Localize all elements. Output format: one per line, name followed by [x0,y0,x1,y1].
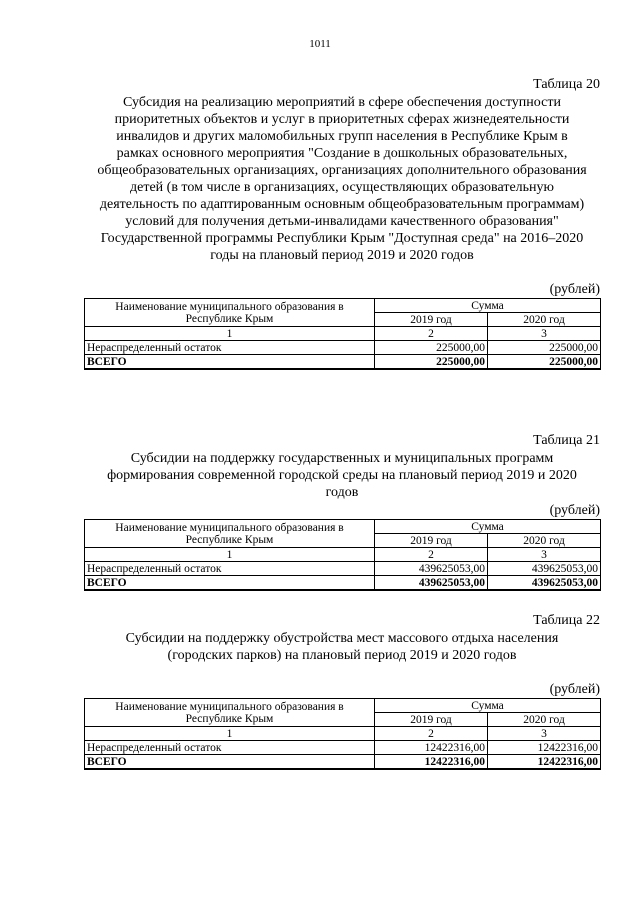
total-value-2019: 439625053,00 [375,576,488,591]
total-name: ВСЕГО [85,755,375,770]
row-value-2019: 12422316,00 [375,741,488,755]
table-row [85,562,601,576]
header-year-2019: 2019 год [375,313,488,327]
table-label: Таблица 22 [533,613,600,628]
data-table [84,298,601,370]
col-num-1: 1 [85,548,375,562]
col-num-2: 2 [375,327,488,341]
total-row [85,755,601,770]
row-name: Нераспределенный остаток [85,741,375,755]
total-row [85,576,601,591]
data-table [84,519,601,591]
table-row [85,341,601,355]
total-value-2019: 225000,00 [375,355,488,370]
header-year-2020: 2020 год [488,534,601,548]
table-20-section [84,76,600,370]
col-num-3: 3 [488,327,601,341]
table-title: Субсидия на реализацию мероприятий в сфере обеспечения доступности приоритетных объектов и услуг в приоритетных сферах жизнедеятельности инвалидов и других маломобильных групп населения в Республике Крым в рамках основного мероприятия "Создание в дошкольных образовательных, общеобразовательных организациях, организациях дополнительного образования детей (в том числе в организациях, осуществляющих образовательную деятельность по адаптированным основным общеобразовательным программам) условий для получения детьми-инвалидами качественного образования" Государственной программы Республики Крым "Доступная среда" на 2016–2020 годы на плановый период 2019 и 2020 годов [97,95,587,263]
col-num-2: 2 [375,548,488,562]
col-num-3: 3 [488,727,601,741]
total-name: ВСЕГО [85,355,375,370]
row-name: Нераспределенный остаток [85,562,375,576]
col-num-3: 3 [488,548,601,562]
header-name-cell: Наименование муниципального образования в Республике Крым [85,699,375,727]
header-year-2020: 2020 год [488,713,601,727]
table-title: Субсидии на поддержку обустройства мест массового отдыха населения (городских парков) на плановый период 2019 и 2020 годов [125,631,559,663]
header-year-2019: 2019 год [375,534,488,548]
row-name: Нераспределенный остаток [85,341,375,355]
header-sum-cell: Сумма [375,699,601,713]
units-label: (рублей) [549,282,600,297]
total-value-2019: 12422316,00 [375,755,488,770]
col-num-1: 1 [85,727,375,741]
total-row [85,355,601,370]
row-value-2020: 12422316,00 [488,741,601,755]
table-row [85,741,601,755]
table-label: Таблица 20 [533,77,600,92]
total-value-2020: 439625053,00 [488,576,601,591]
header-name-cell: Наименование муниципального образования в Республике Крым [85,299,375,327]
total-name: ВСЕГО [85,576,375,591]
header-sum-cell: Сумма [375,520,601,534]
table-title: Субсидии на поддержку государственных и муниципальных программ формирования современной городской среды на плановый период 2019 и 2020 годов [107,451,577,500]
units-label: (рублей) [549,682,600,697]
row-value-2019: 439625053,00 [375,562,488,576]
header-year-2020: 2020 год [488,313,601,327]
row-value-2019: 225000,00 [375,341,488,355]
row-value-2020: 225000,00 [488,341,601,355]
total-value-2020: 225000,00 [488,355,601,370]
col-num-1: 1 [85,327,375,341]
row-value-2020: 439625053,00 [488,562,601,576]
units-label: (рублей) [549,503,600,518]
table-21-section [84,432,600,591]
col-num-2: 2 [375,727,488,741]
total-value-2020: 12422316,00 [488,755,601,770]
data-table [84,698,601,770]
table-22-section [84,612,600,770]
page-number: 1011 [309,38,331,50]
table-label: Таблица 21 [533,433,600,448]
header-year-2019: 2019 год [375,713,488,727]
header-sum-cell: Сумма [375,299,601,313]
header-name-cell: Наименование муниципального образования в Республике Крым [85,520,375,548]
